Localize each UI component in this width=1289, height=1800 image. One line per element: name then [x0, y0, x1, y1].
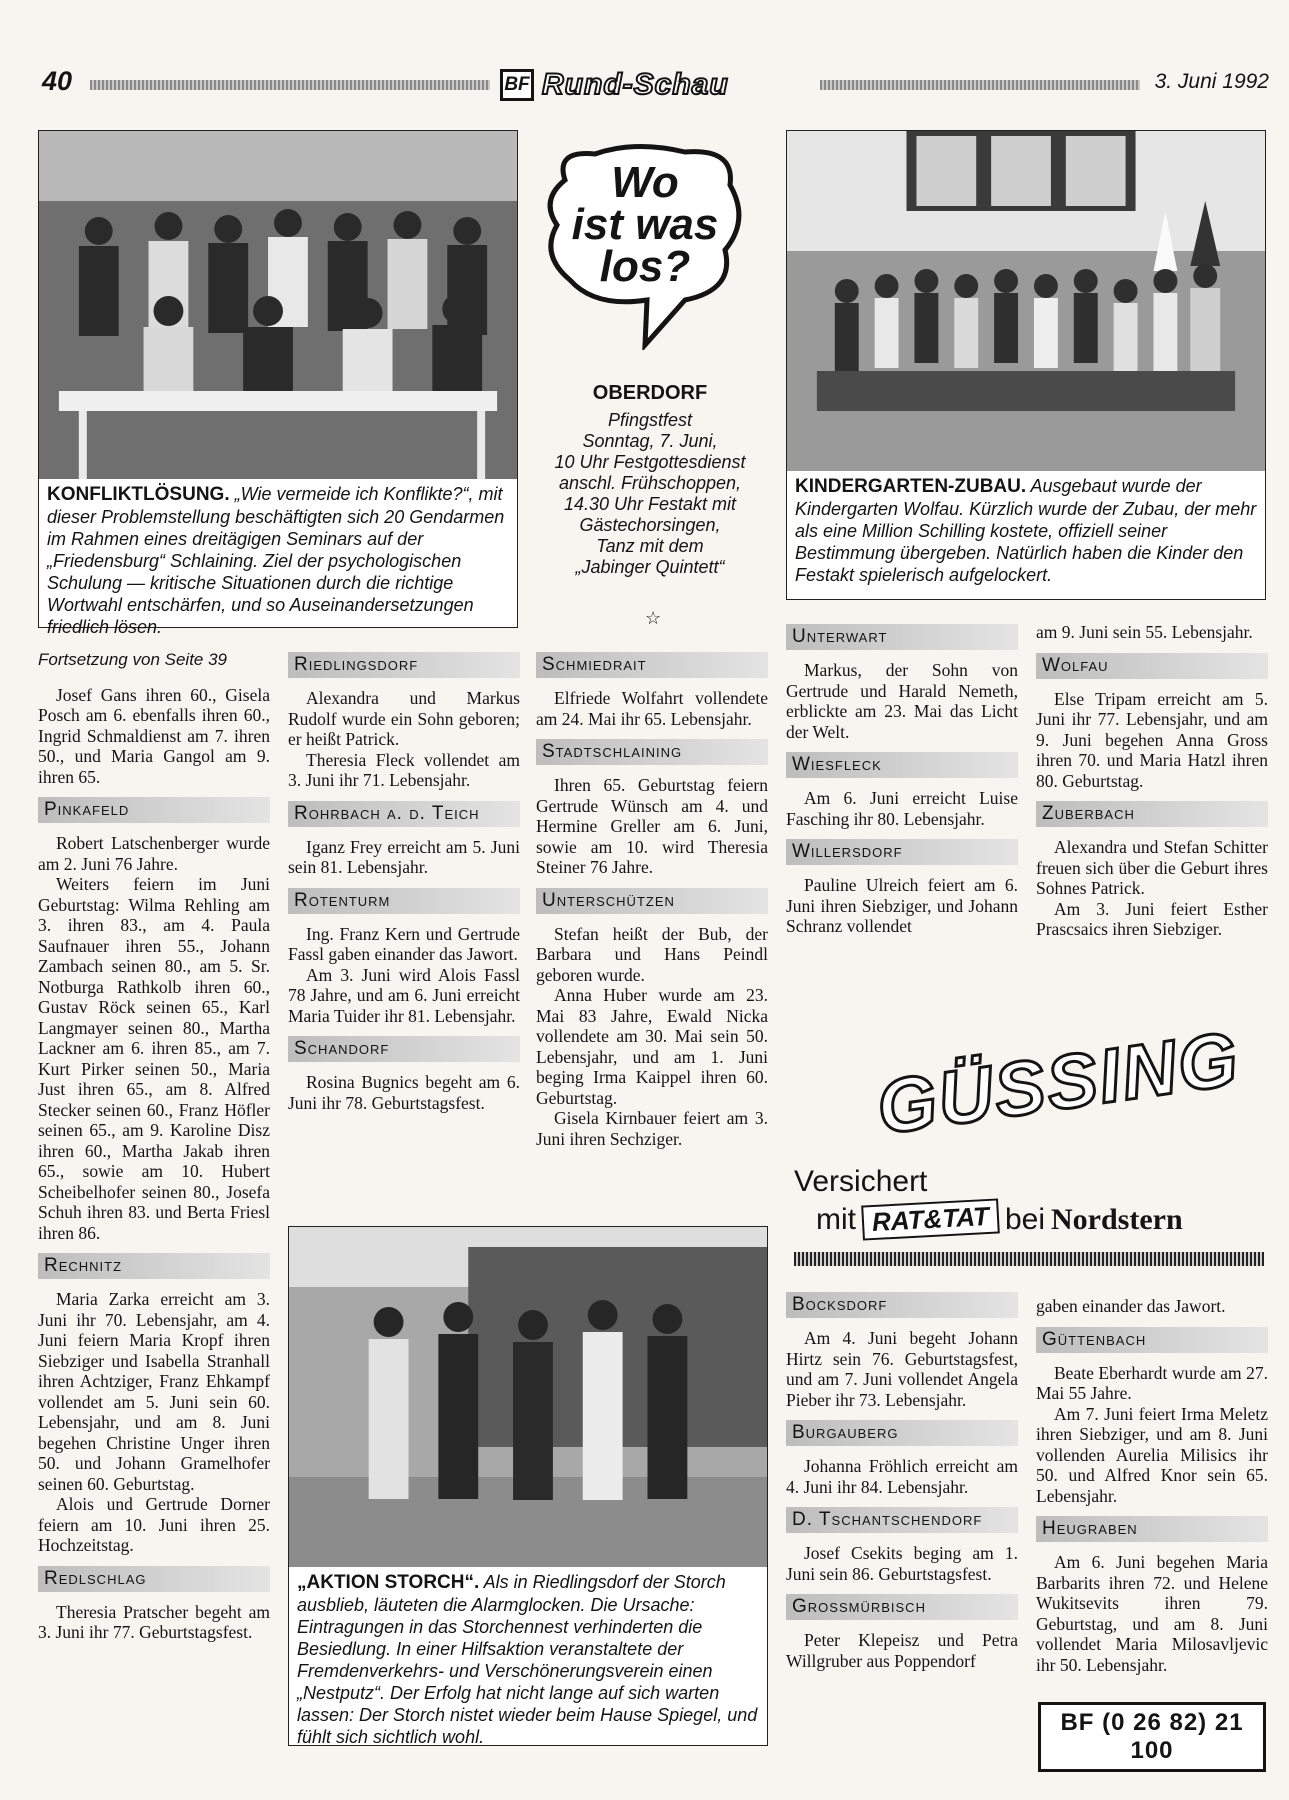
photo-kindergarten — [786, 130, 1266, 600]
section-heading: Schmiedrait — [536, 652, 768, 678]
issue-date: 3. Juni 1992 — [1154, 70, 1269, 93]
paragraph: Alois und Gertrude Dorner feiern am 10. Juni ihren 25. Hochzeitstag. — [38, 1494, 270, 1555]
paragraph: Ihren 65. Geburtstag feiern Gertrude Wünsch am 4. und Hermine Greller am 6. Juni, sowie am 10. wird Theresia Steiner 76 Jahre. — [536, 775, 768, 877]
rundschau-title: Rund-Schau — [542, 68, 729, 101]
event-line: Sonntag, 7. Juni, — [582, 431, 718, 451]
event-line: Gästechorsingen, — [579, 515, 721, 535]
ad-line-2 — [816, 1202, 1183, 1237]
section-heading: Riedlingsdorf — [288, 652, 520, 678]
paragraph: Am 7. Juni feiert Irma Meletz ihren Siebziger, und am 8. Juni vollenden Aurelia Milisics ihr 50. und Alfred Knor sein 65. Lebensjahr. — [1036, 1403, 1268, 1506]
paragraph: Am 4. Juni begeht Johann Hirtz sein 76. Geburtstagsfest, und am 7. Juni vollendet Angela Pieber ihr 73. Lebensjahr. — [786, 1328, 1018, 1410]
section-heading: Rotenturm — [288, 888, 520, 914]
paragraph: Alexandra und Stefan Schitter freuen sich über die Geburt ihres Sohnes Patrick. — [1036, 837, 1268, 898]
paragraph: Alexandra und Markus Rudolf wurde ein Sohn geboren; er heißt Patrick. — [288, 688, 520, 749]
page-number: 40 — [42, 66, 73, 96]
group-photo-gendarmen — [39, 131, 517, 479]
paragraph: Pauline Ulreich feiert am 6. Juni ihren Siebziger, und Johann Schranz vollendet — [786, 875, 1018, 936]
caption-storch-text: Als in Riedlingsdorf der Storch ausblieb, läuteten die Alarmglocken. Die Ursache: Eintragungen in das Storchennest verhinderten die Besiedlung. In einer Hilfsaktion veranstaltete der Fremdenverkehrs- und Verschönerungsverein einen „Nestputz“. Der Erfolg hat nicht lange auf sich warten lassen: Der Storch nistet wieder beim Hause Spiegel, und fühlt sich sichtlich wohl. — [297, 1572, 758, 1747]
photo-aktion-storch — [288, 1226, 768, 1746]
bubble-line-3: los? — [599, 242, 691, 291]
paragraph: Weiters feiern im Juni Geburtstag: Wilma Rehling am 3. ihren 83., am 4. Paula Saufnauer ihren 55., Johann Zambach seinen 80., am 5. Sr. Notburga Rathkolb ihren 60., Gustav Röck seinen 65., Karl Langmayer seinen 80., Martha Lackner am 6. ihren 85., am 7. Kurt Pirker seinen 50., Maria Just ihren 65., am 8. Alfred Stecker seinen 60., Franz Höfler seinen 65., am 9. Karoline Disz ihren 60., Martha Jakab ihren 65., sowie am 10. Hubert Scheibelhofer seinen 80., Josefa Schuh ihren 83. und Berta Friesl ihren 86. — [38, 874, 270, 1243]
paragraph: Josef Gans ihren 60., Gisela Posch am 6. ebenfalls ihren 60., Ingrid Schmaldienst am 7. ihren 50., und Maria Gangol am 9. ihren 65. — [38, 684, 270, 787]
caption-konflikt-text: „Wie vermeide ich Konflikte?“, mit dieser Problemstellung beschäftigten sich 20 Gendarmen im Rahmen eines dreitägigen Seminars auf der „Friedensburg“ Schlaining. Ziel der psychologischen Schulung — kritische Situationen durch die richtige Wortwahl entschärfen, und so Auseinandersetzungen friedlich lösen. — [47, 484, 505, 637]
event-line: 10 Uhr Festgottesdienst — [554, 452, 746, 472]
speech-bubble — [535, 140, 753, 350]
paragraph: Am 6. Juni erreicht Luise Fasching ihr 80. Lebensjahr. — [786, 788, 1018, 829]
section-heading: Grossmürbisch — [786, 1594, 1018, 1620]
bubble-text — [545, 158, 745, 291]
header-rule-right — [820, 80, 1140, 90]
section-heading: Unterwart — [786, 624, 1018, 650]
paragraph: Theresia Fleck vollendet am 3. Juni ihr 71. Lebensjahr. — [288, 749, 520, 790]
caption-aktion-storch — [289, 1567, 767, 1752]
section-heading: Redlschlag — [38, 1566, 270, 1592]
event-line: „Jabinger Quintett“ — [575, 557, 725, 577]
paragraph: Stefan heißt der Bub, der Barbara und Hans Peindl geboren wurde. — [536, 923, 768, 985]
masthead-logo — [500, 68, 729, 102]
paragraph: Else Tripam erreicht am 5. Juni ihr 77. Lebensjahr, und am 9. Juni begehen Anna Gross ihren 70. und Maria Hatzl ihren 80. Geburtstag. — [1036, 688, 1268, 791]
advertisement-nordstern — [786, 1016, 1268, 1270]
caption-konflikt-head: KONFLIKTLÖSUNG. — [47, 484, 230, 505]
ad-bei: bei — [1004, 1202, 1046, 1236]
rat-tat-logo: RAT&TAT — [861, 1198, 1000, 1240]
column-1 — [38, 650, 270, 1643]
paragraph: Am 3. Juni feiert Esther Prascsaics ihren Siebziger. — [1036, 898, 1268, 939]
event-line: Pfingstfest — [607, 410, 693, 430]
caption-kinder-head: KINDERGARTEN-ZUBAU. — [795, 476, 1027, 497]
ad-rule — [794, 1252, 1264, 1266]
section-heading: Wiesfleck — [786, 752, 1018, 778]
paragraph: Iganz Frey erreicht am 5. Juni sein 81. Lebensjahr. — [288, 836, 520, 877]
caption-kinder-text: Ausgebaut wurde der Kindergarten Wolfau. Kürzlich wurde der Zubau, der mehr als eine Million Schilling kostete, offiziell seiner Bestimmung übergeben. Natürlich haben die Kinder den Festakt spielerisch aufgelockert. — [795, 476, 1257, 585]
section-heading: Willersdorf — [786, 839, 1018, 865]
gussing-title: GÜSSING — [871, 1016, 1245, 1151]
event-line: Tanz mit dem — [596, 536, 704, 556]
bf-logo: BF — [500, 69, 534, 101]
group-photo-storch — [289, 1227, 767, 1567]
column-7 — [1036, 1296, 1268, 1675]
event-line: anschl. Frühschoppen, — [558, 473, 742, 493]
paragraph: Josef Csekits beging am 1. Juni sein 86. Geburtstagsfest. — [786, 1543, 1018, 1584]
section-heading: Güttenbach — [1036, 1327, 1268, 1353]
paragraph: Beate Eberhardt wurde am 27. Mai 55 Jahre. — [1036, 1362, 1268, 1403]
section-heading: Schandorf — [288, 1036, 520, 1062]
event-line: 14.30 Uhr Festakt mit — [563, 494, 737, 514]
section-heading: Pinkafeld — [38, 797, 270, 823]
bubble-line-2: ist was — [571, 200, 719, 249]
caption-kindergarten — [787, 471, 1265, 590]
section-heading: Wolfau — [1036, 653, 1268, 679]
caption-storch-head: „AKTION STORCH“. — [297, 1572, 480, 1593]
section-heading: D. Tschantschendorf — [786, 1507, 1018, 1533]
paragraph: Gisela Kirnbauer feiert am 3. Juni ihren Sechziger. — [536, 1108, 768, 1149]
section-heading: Stadtschlaining — [536, 739, 768, 765]
paragraph: Elfriede Wolfahrt vollendete am 24. Mai ihr 65. Lebensjahr. — [536, 688, 768, 729]
column-3 — [536, 650, 768, 1149]
paragraph: am 9. Juni sein 55. Lebensjahr. — [1036, 622, 1253, 642]
caption-konfliktloesung — [39, 479, 517, 642]
column-5 — [1036, 622, 1268, 940]
ad-mit: mit — [816, 1202, 856, 1236]
paragraph: Markus, der Sohn von Gertrude und Harald Nemeth, erblickte am 23. Mai das Licht der Welt. — [786, 660, 1018, 742]
paragraph: Anna Huber wurde am 23. Mai 83 Jahre, Ewald Nicka vollendete am 30. Mai sein 50. Lebensjahr, und am 1. Juni beging Irma Kaippel ihren 60. Geburtstag. — [536, 985, 768, 1108]
section-heading: Heugraben — [1036, 1516, 1268, 1542]
paragraph: gaben einander das Jawort. — [1036, 1296, 1226, 1316]
event-details — [535, 410, 765, 578]
photo-konfliktloesung — [38, 130, 518, 637]
group-photo-kinder — [787, 131, 1265, 471]
paragraph: Peter Klepeisz und Petra Willgruber aus Poppendorf — [786, 1630, 1018, 1671]
header-rule-left — [90, 80, 490, 90]
paragraph: Maria Zarka erreicht am 3. Juni ihr 70. Lebensjahr, am 4. Juni feiern Maria Kropf ihren Siebziger und Isabella Stranhall ihren Achtziger, Franz Ehkampf vollendet am 5. Juni sein 60. Lebensjahr, und am 8. Juni begehen Christine Unger ihren 50. und Johann Gramelhofer seinen 60. Geburtstag. — [38, 1289, 270, 1494]
paragraph: Johanna Fröhlich erreicht am 4. Juni ihr 84. Lebensjahr. — [786, 1456, 1018, 1497]
section-heading: Unterschützen — [536, 888, 768, 914]
continuation-note: Fortsetzung von Seite 39 — [38, 650, 228, 669]
phone-number-box: BF (0 26 82) 21 100 — [1038, 1702, 1266, 1772]
event-place: OBERDORF — [592, 382, 708, 404]
section-heading: Zuberbach — [1036, 801, 1268, 827]
column-6 — [786, 1290, 1018, 1671]
paragraph: Ing. Franz Kern und Gertrude Fassl gaben einander das Jawort. — [288, 923, 520, 964]
section-heading: Rohrbach a. d. Teich — [288, 801, 520, 827]
star-icon: ☆ — [645, 608, 662, 628]
column-4 — [786, 622, 1018, 937]
paragraph: Am 6. Juni begehen Maria Barbarits ihren 72. und Helene Wukitsevits ihren 79. Geburtstag, und am 8. Juni vollendet Maria Milosavljevic ihr 50. Lebensjahr. — [1036, 1552, 1268, 1675]
nordstern-logo: Nordstern — [1051, 1202, 1183, 1236]
section-heading: Bocksdorf — [786, 1292, 1018, 1318]
column-2 — [288, 650, 520, 1113]
bubble-line-1: Wo — [611, 158, 679, 207]
section-heading: Burgauberg — [786, 1420, 1018, 1446]
paragraph: Theresia Pratscher begeht am 3. Juni ihr 77. Geburtstagsfest. — [38, 1601, 270, 1642]
ad-versichert: Versichert — [794, 1165, 928, 1198]
paragraph: Am 3. Juni wird Alois Fassl 78 Jahre, und am 6. Juni erreicht Maria Tuider ihr 81. Lebensjahr. — [288, 964, 520, 1026]
section-heading: Rechnitz — [38, 1253, 270, 1279]
paragraph: Rosina Bugnics begeht am 6. Juni ihr 78. Geburtstagsfest. — [288, 1072, 520, 1113]
paragraph: Robert Latschenberger wurde am 2. Juni 76 Jahre. — [38, 833, 270, 874]
